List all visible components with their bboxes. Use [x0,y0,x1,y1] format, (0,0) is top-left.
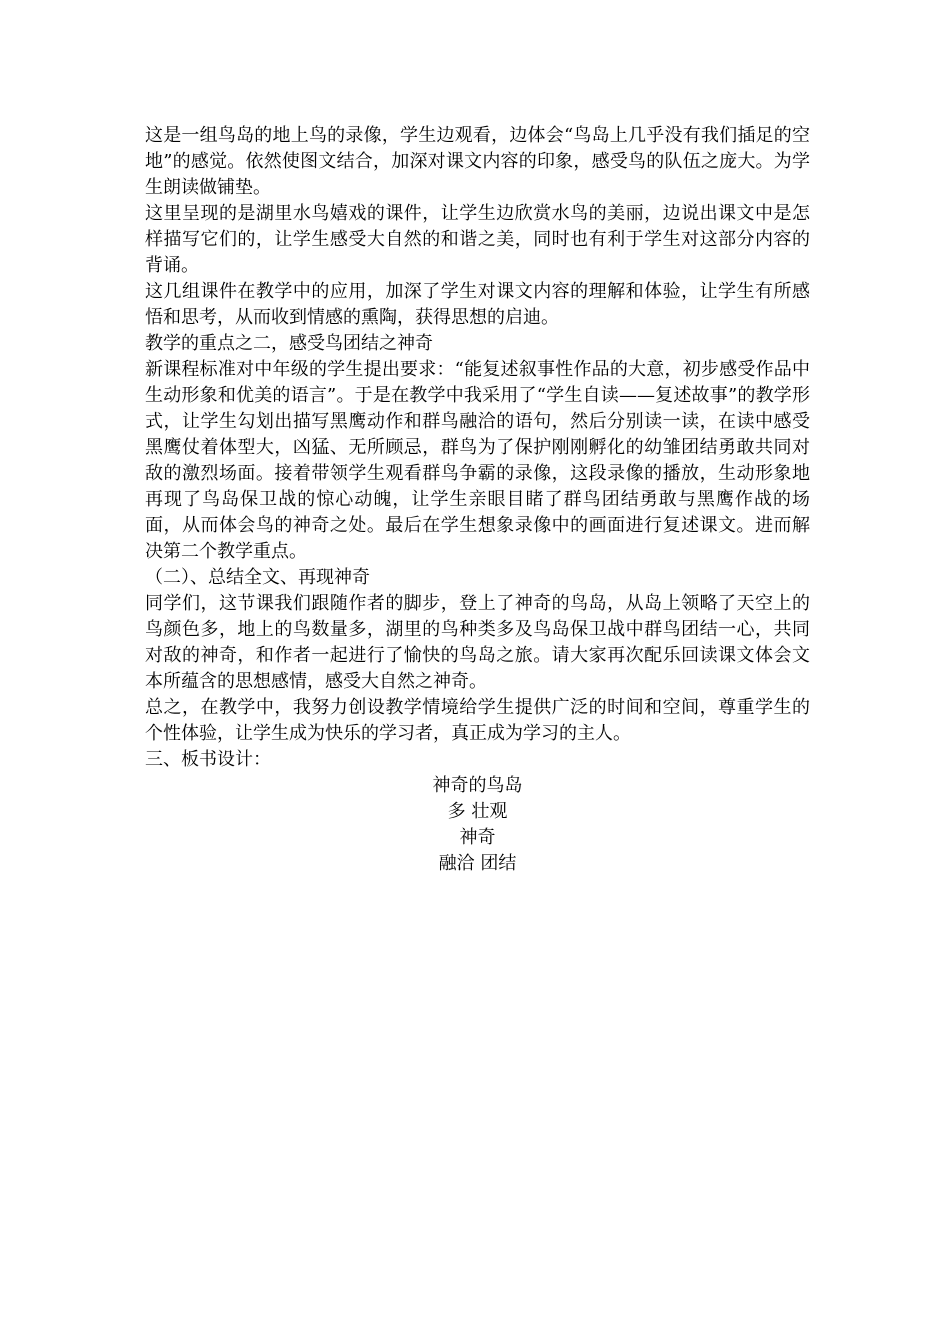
board-line-1: 多 壮观 [447,801,508,822]
document-page [145,123,810,877]
board-design [145,773,810,877]
paragraph-water-birds: 这里呈现的是湖里水鸟嬉戏的课件，让学生边欣赏水鸟的美丽，边说出课文中是怎样描写它们的，让学生感受大自然的和谐之美，同时也有利于学生对这部分内容的背诵。 [145,203,810,276]
board-line-3: 融洽 团结 [438,853,517,874]
heading-summary: （二）、总结全文、再现神奇 [145,567,370,588]
paragraph-courseware: 这几组课件在教学中的应用，加深了学生对课文内容的理解和体验，让学生有所感悟和思考，从而收到情感的熏陶，获得思想的启迪。 [145,281,810,328]
paragraph-curriculum-standard: 新课程标准对中年级的学生提出要求：“能复述叙事性作品的大意，初步感受作品中生动形象和优美的语言”。于是在教学中我采用了“学生自读——复述故事”的教学形式，让学生勾划出描写黑鹰动作和群鸟融洽的语句，然后分别读一读，在读中感受黑鹰仗着体型大，凶猛、无所顾忌，群鸟为了保护刚刚孵化的幼雏团结勇敢共同对敌的激烈场面。接着带领学生观看群鸟争霸的录像，这段录像的播放，生动形象地再现了鸟岛保卫战的惊心动魄，让学生亲眼目睹了群鸟团结勇敢与黑鹰作战的场面，从而体会鸟的神奇之处。最后在学生想象录像中的画面进行复述课文。进而解决第二个教学重点。 [145,359,810,562]
board-title: 神奇的鸟岛 [432,775,523,796]
board-line-2: 神奇 [459,827,496,848]
heading-focus-two: 教学的重点之二，感受鸟团结之神奇 [145,333,433,354]
paragraph-summary: 同学们，这节课我们跟随作者的脚步，登上了神奇的鸟岛，从岛上领略了天空上的鸟颜色多，地上的鸟数量多，湖里的鸟种类多及鸟岛保卫战中群鸟团结一心，共同对敌的神奇，和作者一起进行了愉快的鸟岛之旅。请大家再次配乐回读课文体会文本所蕴含的思想感情，感受大自然之神奇。 [145,593,810,692]
heading-board-design: 三、板书设计： [145,749,271,770]
paragraph-ground-birds: 这是一组鸟岛的地上鸟的录像，学生边观看，边体会“鸟岛上几乎没有我们插足的空地”的感觉。依然使图文结合，加深对课文内容的印象，感受鸟的队伍之庞大。为学生朗读做铺垫。 [145,125,810,198]
paragraph-conclusion: 总之，在教学中，我努力创设教学情境给学生提供广泛的时间和空间，尊重学生的个性体验，让学生成为快乐的学习者，真正成为学习的主人。 [145,697,810,744]
